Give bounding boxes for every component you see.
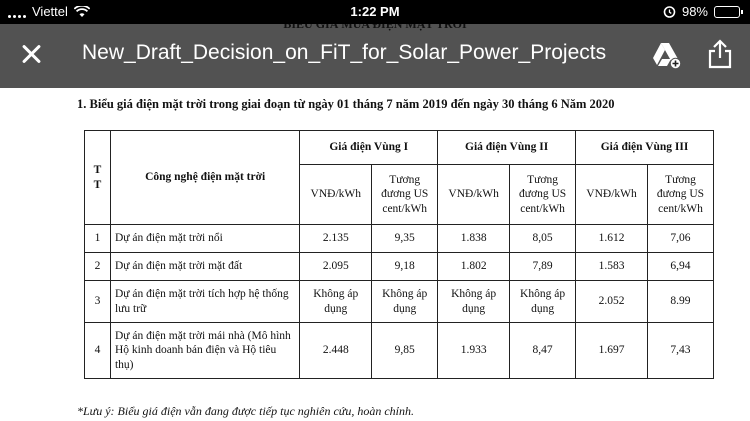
row-number: 2 [85, 253, 111, 281]
viewer-toolbar [0, 24, 750, 88]
price-usd-r3: 8.99 [647, 281, 713, 323]
clock: 1:22 PM [350, 4, 400, 19]
price-vnd-r3: 1.612 [576, 225, 648, 253]
price-vnd-r2: 1.802 [438, 253, 510, 281]
header-tt: T T [85, 131, 111, 225]
battery-icon [714, 6, 740, 18]
price-vnd-r3: 1.583 [576, 253, 648, 281]
price-usd-r3: 6,94 [647, 253, 713, 281]
tech-cell: Dự án điện mặt trời tích hợp hệ thống lưu trữ [110, 281, 299, 323]
section-heading: 1. Biểu giá điện mặt trời trong giai đoạn từ ngày 01 tháng 7 năm 2019 đến ngày 30 tháng 6 Năm 2020 [77, 97, 615, 111]
price-usd-r2: 8,05 [510, 225, 576, 253]
share-icon [706, 38, 734, 70]
fit-price-table [84, 130, 714, 379]
price-vnd-r1: 2.135 [300, 225, 372, 253]
subheader-vnd: VNĐ/kWh [438, 165, 510, 225]
tech-cell: Dự án điện mặt trời mái nhà (Mô hình Hộ kinh doanh bán điện và Hộ tiêu thụ) [110, 323, 299, 379]
row-number: 3 [85, 281, 111, 323]
price-usd-r3: 7,06 [647, 225, 713, 253]
price-usd-r1: 9,35 [372, 225, 438, 253]
price-usd-r1: Không áp dụng [372, 281, 438, 323]
subheader-vnd: VNĐ/kWh [300, 165, 372, 225]
header-region-1: Giá điện Vùng I [300, 131, 438, 165]
header-tech: Công nghệ điện mặt trời [110, 131, 299, 225]
price-usd-r1: 9,18 [372, 253, 438, 281]
alarm-icon [663, 5, 676, 18]
row-number: 4 [85, 323, 111, 379]
battery-percent: 98% [681, 4, 708, 19]
carrier-label: Viettel [32, 4, 68, 19]
google-drive-add-icon [652, 41, 682, 69]
table-row [85, 281, 714, 323]
table-row [85, 323, 714, 379]
subheader-usd: Tương đương US cent/kWh [647, 165, 713, 225]
document-title: New_Draft_Decision_on_FiT_for_Solar_Power_Projects [82, 41, 607, 64]
tech-cell: Dự án điện mặt trời nổi [110, 225, 299, 253]
row-number: 1 [85, 225, 111, 253]
price-vnd-r1: 2.448 [300, 323, 372, 379]
price-vnd-r1: 2.095 [300, 253, 372, 281]
table-row [85, 225, 714, 253]
share-button[interactable] [706, 38, 734, 70]
status-bar [0, 0, 750, 24]
price-usd-r1: 9,85 [372, 323, 438, 379]
subheader-usd: Tương đương US cent/kWh [510, 165, 576, 225]
price-vnd-r2: 1.838 [438, 225, 510, 253]
header-region-3: Giá điện Vùng III [576, 131, 714, 165]
price-vnd-r1: Không áp dụng [300, 281, 372, 323]
add-to-drive-button[interactable] [652, 41, 682, 69]
price-vnd-r3: 1.697 [576, 323, 648, 379]
price-usd-r2: Không áp dụng [510, 281, 576, 323]
price-vnd-r2: 1.933 [438, 323, 510, 379]
header-region-2: Giá điện Vùng II [438, 131, 576, 165]
price-usd-r2: 7,89 [510, 253, 576, 281]
close-button[interactable] [18, 40, 46, 68]
status-right [663, 4, 740, 19]
subheader-vnd: VNĐ/kWh [576, 165, 648, 225]
price-vnd-r2: Không áp dụng [438, 281, 510, 323]
table-row [85, 253, 714, 281]
price-usd-r2: 8,47 [510, 323, 576, 379]
tech-cell: Dự án điện mặt trời mặt đất [110, 253, 299, 281]
price-vnd-r3: 2.052 [576, 281, 648, 323]
price-usd-r3: 7,43 [647, 323, 713, 379]
footnote: *Lưu ý: Biểu giá điện vẫn đang được tiếp tục nghiên cứu, hoàn chỉnh. [77, 404, 414, 418]
subheader-usd: Tương đương US cent/kWh [372, 165, 438, 225]
